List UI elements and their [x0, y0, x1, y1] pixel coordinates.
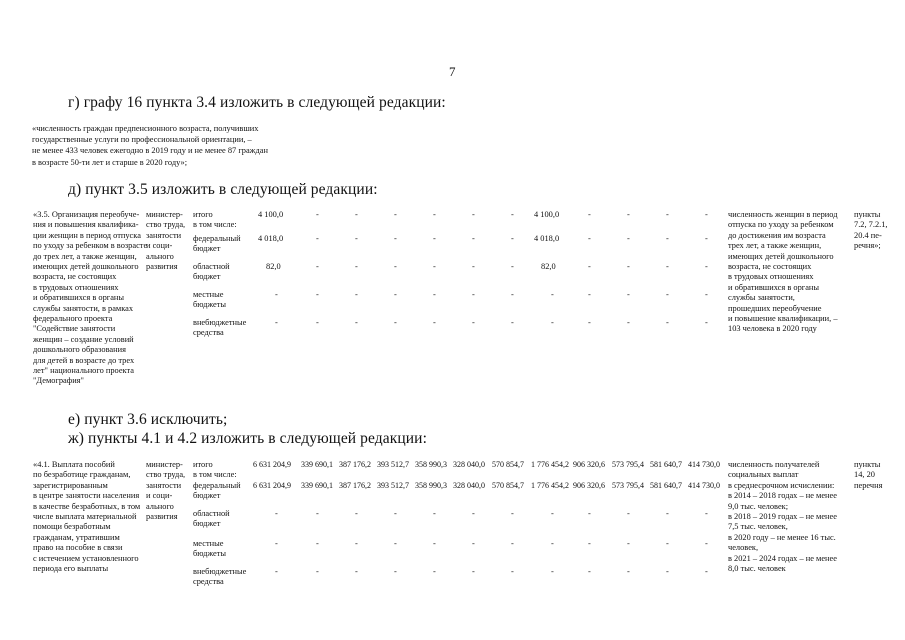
item-name-line: женщин – создание условий	[33, 334, 134, 344]
value-cell: -	[666, 509, 669, 518]
value-cell: 906 320,6	[573, 460, 605, 469]
value-cell: -	[394, 567, 397, 576]
item-name-line: ции женщин в период отпуска	[33, 230, 141, 240]
value-cell: 4 018,0	[534, 234, 560, 243]
value-cell: -	[355, 210, 358, 219]
value-cell: -	[588, 539, 591, 548]
value-cell: -	[666, 539, 669, 548]
result-line: в 2021 – 2024 годах – не менее	[728, 553, 837, 563]
value-cell: -	[355, 318, 358, 327]
value-cell: 358 990,3	[415, 460, 447, 469]
points-line: пункты	[854, 210, 881, 219]
ministry-line: развития	[146, 512, 178, 521]
heading-e: е) пункт 3.6 исключить;	[68, 411, 228, 428]
value-cell: 1 776 454,2	[531, 481, 569, 490]
result-line: трех лет, а также женщин,	[728, 241, 822, 251]
item-name-line: в трудовых отношениях	[33, 282, 119, 292]
value-cell: 573 795,4	[612, 481, 644, 490]
value-cell: 6 631 204,9	[253, 481, 291, 490]
ministry-line: и соци-	[146, 241, 173, 251]
value-cell: 414 730,0	[688, 481, 720, 490]
value-cell: -	[627, 318, 630, 327]
source-label: бюджеты	[193, 300, 227, 310]
item-name-line: по безработице гражданам,	[33, 470, 131, 480]
value-cell: 4 100,0	[258, 210, 284, 219]
value-cell: 4 018,0	[258, 234, 284, 243]
value-cell: -	[705, 567, 708, 576]
value-cell: -	[316, 234, 319, 243]
points-line: речня»;	[854, 241, 881, 251]
ministry-line: ального	[146, 501, 174, 511]
result-line: прошедших переобучение	[728, 303, 822, 313]
item-name-line: гражданам, утратившим	[33, 532, 120, 542]
ministry-line: развития	[146, 262, 178, 271]
source-label: областной	[193, 509, 230, 518]
result-line: 9,0 тыс. человек;	[728, 501, 789, 511]
result-line: в 2014 – 2018 годах – не менее	[728, 491, 837, 501]
result-line: и обратившихся в органы	[728, 282, 820, 292]
item-name-line: в центре занятости населения	[33, 491, 140, 501]
source-label: федеральный	[193, 234, 241, 243]
source-label: итого	[193, 210, 213, 219]
item-name-line: "Содействие занятости	[33, 324, 116, 334]
source-label: бюджет	[193, 244, 221, 254]
item-name-line: числе выплата материальной	[33, 512, 137, 521]
ministry-line: занятости	[146, 230, 182, 240]
item-name-line: периода его выплаты	[33, 564, 109, 573]
value-cell: 328 040,0	[453, 481, 485, 490]
value-cell: 393 512,7	[377, 460, 409, 469]
result-line: службы занятости,	[728, 293, 795, 303]
value-cell: -	[588, 290, 591, 299]
value-cell: 328 040,0	[453, 460, 485, 469]
item-name-line: до трех лет, а также женщин,	[33, 251, 137, 261]
value-cell: -	[394, 234, 397, 243]
value-cell: -	[316, 567, 319, 576]
value-cell: -	[433, 539, 436, 548]
value-cell: -	[433, 567, 436, 576]
item-name-line: лет" национального проекта	[33, 366, 134, 375]
ministry-line: ального	[146, 251, 174, 261]
heading-d: д) пункт 3.5 изложить в следующей редакции:	[68, 181, 378, 198]
item-name-line: службы занятости, в рамках	[33, 303, 134, 313]
quote-line: в возрасте 50-ти лет и старше в 2020 году»;	[32, 157, 188, 167]
value-cell: -	[316, 318, 319, 327]
value-cell: 581 640,7	[650, 460, 682, 469]
value-cell: 906 320,6	[573, 481, 605, 490]
value-cell: -	[472, 234, 475, 243]
result-line: численность получателей	[728, 460, 820, 469]
item-name-line: "Демография"	[33, 376, 84, 386]
value-cell: -	[275, 567, 278, 576]
item-name-line: ния и повышения квалифика-	[33, 220, 139, 230]
value-cell: -	[511, 539, 514, 548]
source-label: средства	[193, 328, 224, 338]
result-line: возраста, не состоящих	[728, 262, 812, 271]
source-label: местные	[193, 539, 224, 548]
value-cell: -	[316, 210, 319, 219]
value-cell: 4 100,0	[534, 210, 560, 219]
source-label: итого	[193, 460, 213, 469]
value-cell: 358 990,3	[415, 481, 447, 490]
item-name-line: по уходу за ребенком в возрасте	[33, 241, 148, 251]
source-label: бюджет	[193, 272, 221, 282]
value-cell: -	[355, 262, 358, 271]
value-cell: -	[275, 509, 278, 518]
value-cell: -	[472, 262, 475, 271]
value-cell: -	[551, 509, 554, 518]
value-cell: -	[705, 210, 708, 219]
value-cell: -	[588, 509, 591, 518]
ministry-line: ство труда,	[146, 220, 186, 230]
item-name-line: «3.5. Организация переобуче-	[33, 210, 140, 219]
value-cell: -	[588, 567, 591, 576]
value-cell: -	[588, 262, 591, 271]
ministry-line: министер-	[146, 460, 183, 469]
points-line: 7.2, 7.2.1,	[854, 220, 888, 230]
value-cell: -	[275, 318, 278, 327]
item-name-line: «4.1. Выплата пособий	[33, 460, 115, 469]
value-cell: -	[551, 290, 554, 299]
item-name-line: в качестве безработных, в том	[33, 501, 141, 511]
result-line: численность женщин в период	[728, 210, 838, 219]
value-cell: -	[433, 509, 436, 518]
value-cell: 82,0	[266, 262, 281, 271]
value-cell: -	[511, 509, 514, 518]
source-label: внебюджетные	[193, 318, 247, 327]
value-cell: -	[666, 567, 669, 576]
result-line: человек,	[728, 543, 759, 553]
result-line: до достижения им возраста	[728, 230, 826, 240]
points-line: 20.4 пе-	[854, 230, 882, 240]
page-number: 7	[449, 64, 456, 79]
value-cell: -	[588, 210, 591, 219]
value-cell: -	[705, 318, 708, 327]
item-name-line: помощи безработным	[33, 522, 111, 532]
value-cell: -	[394, 509, 397, 518]
value-cell: -	[394, 290, 397, 299]
value-cell: 570 854,7	[492, 481, 524, 490]
source-label: бюджет	[193, 519, 221, 529]
value-cell: -	[433, 318, 436, 327]
value-cell: -	[275, 290, 278, 299]
heading-g: г) графу 16 пункта 3.4 изложить в следующей редакции:	[68, 94, 446, 111]
value-cell: -	[666, 290, 669, 299]
ministry-line: министер-	[146, 210, 183, 219]
value-cell: -	[355, 567, 358, 576]
result-line: в среднесрочном исчислении:	[728, 480, 835, 490]
value-cell: -	[511, 318, 514, 327]
value-cell: -	[666, 210, 669, 219]
value-cell: -	[355, 509, 358, 518]
result-line: в 2018 – 2019 годах – не менее	[728, 512, 837, 521]
value-cell: 581 640,7	[650, 481, 682, 490]
value-cell: -	[705, 234, 708, 243]
value-cell: -	[394, 262, 397, 271]
value-cell: -	[394, 539, 397, 548]
points-line: перечня	[854, 480, 883, 490]
item-name-line: право на пособие в связи	[33, 543, 123, 553]
value-cell: -	[355, 234, 358, 243]
ministry-line: ство труда,	[146, 470, 186, 480]
value-cell: -	[705, 290, 708, 299]
item-name-line: зарегистрированным	[33, 480, 108, 490]
quote-line: государственные услуги по профессиональной ориентации, –	[32, 135, 252, 145]
value-cell: -	[551, 567, 554, 576]
value-cell: -	[355, 290, 358, 299]
value-cell: -	[355, 539, 358, 548]
value-cell: -	[705, 509, 708, 518]
value-cell: 570 854,7	[492, 460, 524, 469]
value-cell: -	[472, 539, 475, 548]
item-name-line: федерального проекта	[33, 314, 113, 323]
value-cell: -	[666, 234, 669, 243]
result-line: 103 человека в 2020 году	[728, 324, 817, 334]
value-cell: -	[433, 234, 436, 243]
item-name-line: с истечением установленного	[33, 553, 139, 563]
result-line: имеющих детей дошкольного	[728, 251, 834, 261]
value-cell: 1 776 454,2	[531, 460, 569, 469]
source-label: федеральный	[193, 481, 241, 490]
value-cell: 339 690,1	[301, 460, 333, 469]
value-cell: -	[394, 318, 397, 327]
value-cell: -	[588, 318, 591, 327]
value-cell: 393 512,7	[377, 481, 409, 490]
points-line: пункты	[854, 460, 881, 469]
source-label: в том числе:	[193, 470, 237, 480]
value-cell: -	[666, 262, 669, 271]
value-cell: -	[551, 539, 554, 548]
value-cell: -	[433, 290, 436, 299]
value-cell: -	[275, 539, 278, 548]
quote-line: «численность граждан предпенсионного возраста, получивших	[32, 124, 259, 133]
value-cell: -	[705, 539, 708, 548]
value-cell: 387 176,2	[339, 460, 371, 469]
item-name-line: и обратившихся в органы	[33, 293, 125, 303]
value-cell: -	[511, 290, 514, 299]
value-cell: -	[394, 210, 397, 219]
value-cell: 82,0	[541, 262, 556, 271]
ministry-line: и соци-	[146, 491, 173, 501]
value-cell: -	[551, 318, 554, 327]
value-cell: -	[511, 262, 514, 271]
value-cell: -	[627, 262, 630, 271]
value-cell: 414 730,0	[688, 460, 720, 469]
result-line: 8,0 тыс. человек	[728, 564, 786, 573]
value-cell: -	[472, 318, 475, 327]
value-cell: -	[511, 210, 514, 219]
source-label: бюджет	[193, 491, 221, 501]
item-name-line: дошкольного образования	[33, 345, 126, 355]
value-cell: -	[472, 210, 475, 219]
value-cell: -	[627, 210, 630, 219]
source-label: местные	[193, 290, 224, 299]
value-cell: -	[472, 567, 475, 576]
result-line: в 2020 году – не менее 16 тыс.	[728, 532, 836, 542]
value-cell: -	[472, 509, 475, 518]
value-cell: -	[433, 210, 436, 219]
source-label: в том числе:	[193, 220, 237, 230]
value-cell: -	[705, 262, 708, 271]
value-cell: -	[316, 509, 319, 518]
value-cell: -	[316, 262, 319, 271]
value-cell: -	[511, 567, 514, 576]
heading-zh: ж) пункты 4.1 и 4.2 изложить в следующей редакции:	[68, 430, 427, 447]
value-cell: -	[627, 234, 630, 243]
source-label: внебюджетные	[193, 567, 247, 576]
value-cell: 339 690,1	[301, 481, 333, 490]
quote-line: не менее 433 человек ежегодно в 2019 году и не менее 87 граждан	[32, 146, 268, 156]
result-line: отпуска по уходу за ребенком	[728, 220, 834, 230]
value-cell: 573 795,4	[612, 460, 644, 469]
value-cell: -	[316, 290, 319, 299]
source-label: бюджеты	[193, 549, 227, 559]
value-cell: -	[511, 234, 514, 243]
result-line: социальных выплат	[728, 470, 799, 480]
value-cell: -	[627, 539, 630, 548]
value-cell: -	[472, 290, 475, 299]
value-cell: -	[627, 509, 630, 518]
result-line: в трудовых отношениях	[728, 272, 814, 282]
value-cell: -	[627, 290, 630, 299]
ministry-line: занятости	[146, 480, 182, 490]
value-cell: -	[588, 234, 591, 243]
item-name-line: имеющих детей дошкольного	[33, 262, 139, 271]
value-cell: -	[316, 539, 319, 548]
value-cell: -	[433, 262, 436, 271]
source-label: средства	[193, 577, 224, 587]
result-line: 7,5 тыс. человек,	[728, 522, 788, 532]
source-label: областной	[193, 262, 230, 271]
value-cell: 387 176,2	[339, 481, 371, 490]
item-name-line: возраста, не состоящих	[33, 272, 117, 282]
value-cell: -	[627, 567, 630, 576]
value-cell: -	[666, 318, 669, 327]
result-line: и повышение квалификации, –	[728, 314, 838, 323]
item-name-line: для детей в возрасте до трех	[33, 355, 135, 365]
value-cell: 6 631 204,9	[253, 460, 291, 469]
points-line: 14, 20	[854, 470, 875, 480]
